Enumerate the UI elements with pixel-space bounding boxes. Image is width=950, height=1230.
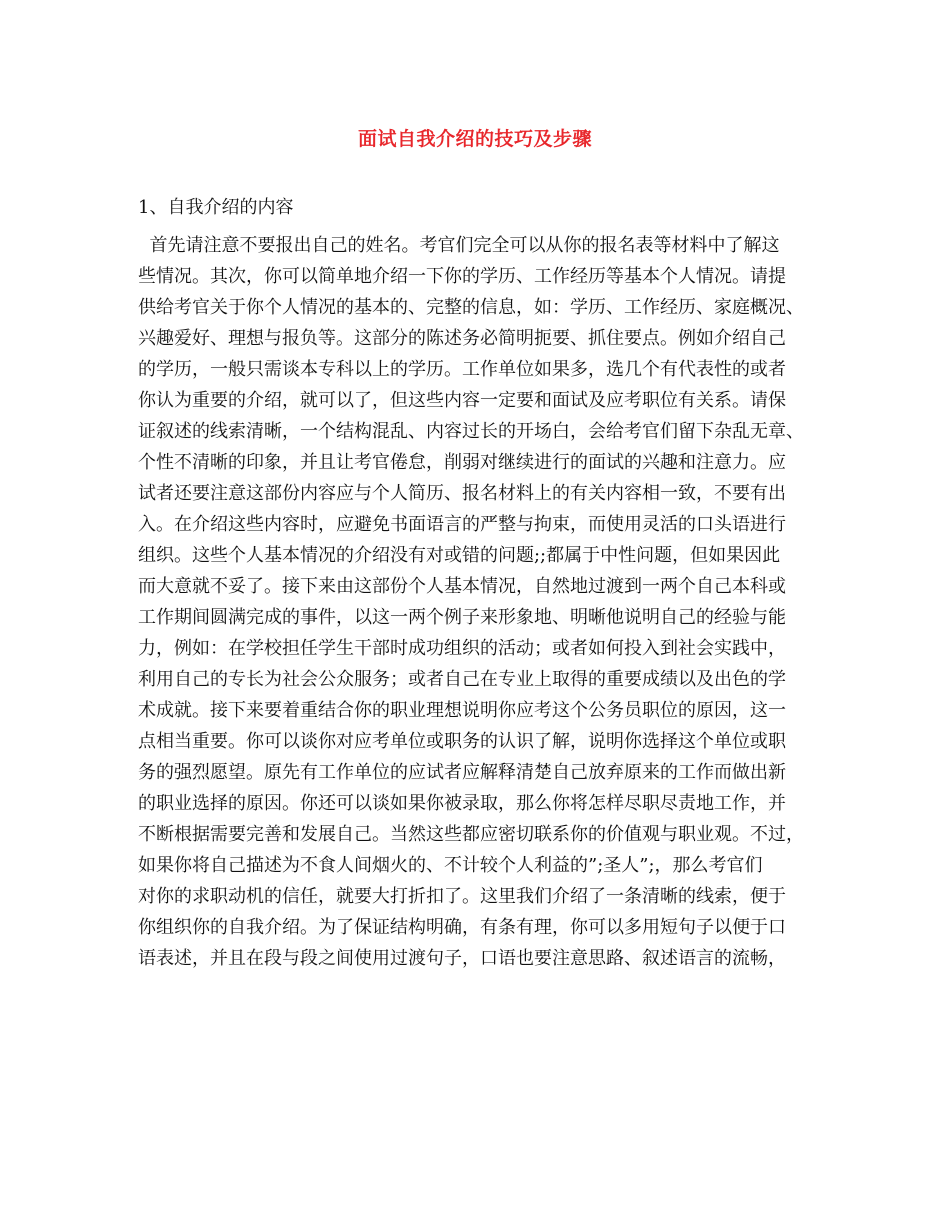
section-heading: 1、自我介绍的内容 bbox=[138, 197, 294, 218]
body-line: 的学历，一般只需谈本专科以上的学历。工作单位如果多，选几个有代表性的或者 bbox=[138, 359, 786, 380]
body-line: 不断根据需要完善和发展自己。当然这些都应密切联系你的价值观与职业观。不过， bbox=[138, 824, 804, 845]
body-line: 些情况。其次，你可以简单地介绍一下你的学历、工作经历等基本个人情况。请提 bbox=[138, 266, 786, 287]
body-line: 你认为重要的介绍，就可以了，但这些内容一定要和面试及应考职位有关系。请保 bbox=[138, 390, 786, 411]
body-line: 试者还要注意这部份内容应与个人简历、报名材料上的有关内容相一致，不要有出 bbox=[138, 483, 786, 504]
body-line: 点相当重要。你可以谈你对应考单位或职务的认识了解，说明你选择这个单位或职 bbox=[138, 731, 786, 752]
body-line: 证叙述的线索清晰，一个结构混乱、内容过长的开场白，会给考官们留下杂乱无章、 bbox=[138, 421, 804, 442]
body-line: 组织。这些个人基本情况的介绍没有对或错的问题;;都属于中性问题，但如果因此 bbox=[138, 545, 781, 566]
body-line: 术成就。接下来要着重结合你的职业理想说明你应考这个公务员职位的原因，这一 bbox=[138, 700, 786, 721]
body-line: 对你的求职动机的信任，就要大打折扣了。这里我们介绍了一条清晰的线索，便于 bbox=[138, 886, 786, 907]
body-text bbox=[138, 230, 828, 974]
body-line: 供给考官关于你个人情况的基本的、完整的信息，如：学历、工作经历、家庭概况、 bbox=[138, 297, 804, 318]
body-line: 工作期间圆满完成的事件，以这一两个例子来形象地、明晰他说明自己的经验与能 bbox=[138, 607, 786, 628]
body-line: 兴趣爱好、理想与报负等。这部分的陈述务必简明扼要、抓住要点。例如介绍自己 bbox=[138, 328, 786, 349]
body-line: 如果你将自己描述为不食人间烟火的、不计较个人利益的”;圣人”;，那么考官们 bbox=[138, 855, 763, 876]
body-line: 语表述，并且在段与段之间使用过渡句子，口语也要注意思路、叙述语言的流畅， bbox=[138, 948, 786, 969]
body-line: 入。在介绍这些内容时，应避免书面语言的严整与拘束，而使用灵活的口头语进行 bbox=[138, 514, 786, 535]
body-line: 首先请注意不要报出自己的姓名。考官们完全可以从你的报名表等材料中了解这 bbox=[138, 235, 780, 256]
body-line: 务的强烈愿望。原先有工作单位的应试者应解释清楚自己放弃原来的工作而做出新 bbox=[138, 762, 786, 783]
document-title: 面试自我介绍的技巧及步骤 bbox=[357, 128, 592, 150]
body-line: 个性不清晰的印象，并且让考官倦怠，削弱对继续进行的面试的兴趣和注意力。应 bbox=[138, 452, 786, 473]
body-line: 力，例如：在学校担任学生干部时成功组织的活动；或者如何投入到社会实践中， bbox=[138, 638, 786, 659]
body-line: 你组织你的自我介绍。为了保证结构明确，有条有理，你可以多用短句子以便于口 bbox=[138, 917, 786, 938]
body-line: 利用自己的专长为社会公众服务；或者自己在专业上取得的重要成绩以及出色的学 bbox=[138, 669, 786, 690]
body-line: 的职业选择的原因。你还可以谈如果你被录取，那么你将怎样尽职尽责地工作，并 bbox=[138, 793, 786, 814]
body-line: 而大意就不妥了。接下来由这部份个人基本情况，自然地过渡到一两个自己本科或 bbox=[138, 576, 786, 597]
